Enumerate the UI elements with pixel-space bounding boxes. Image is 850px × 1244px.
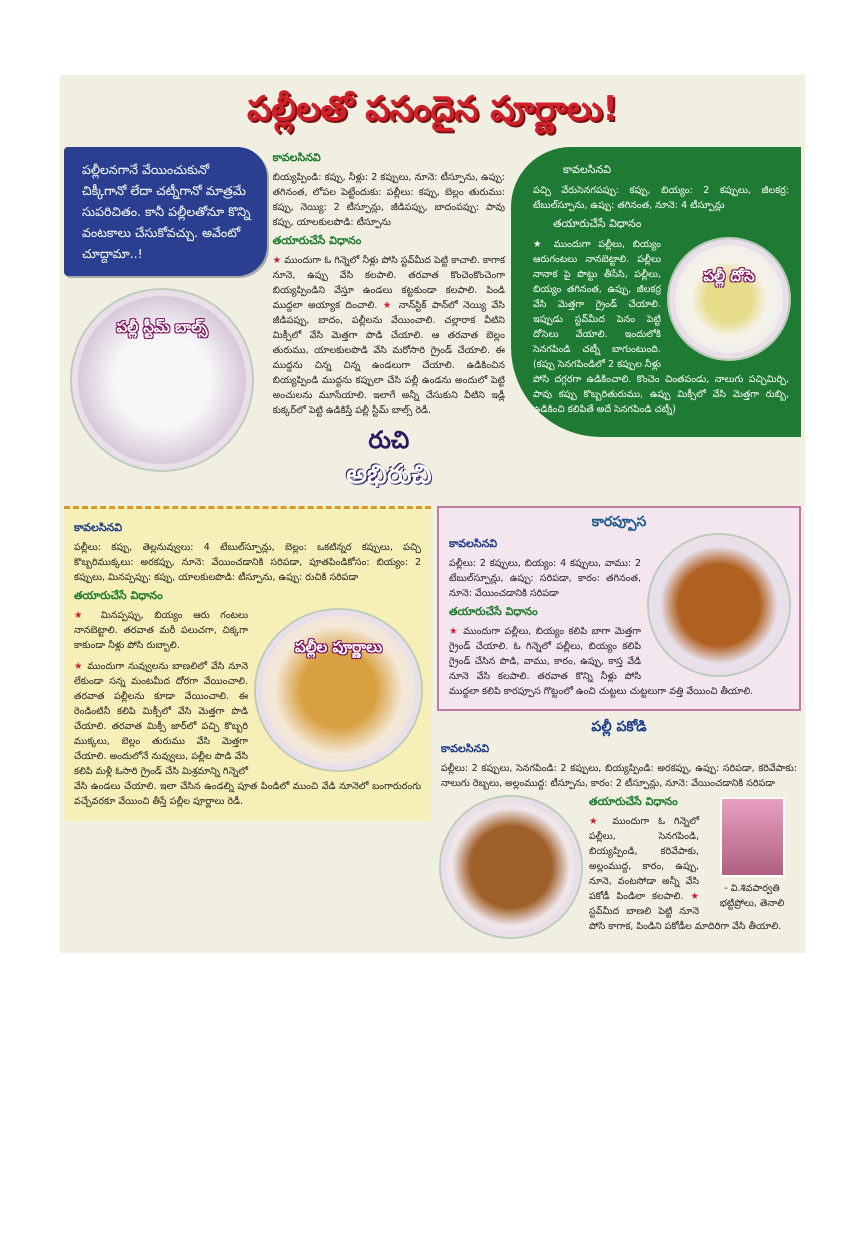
method-heading: తయారుచేసే విధానం — [552, 217, 642, 230]
author-name: - వి.శివపార్వతి — [724, 883, 780, 894]
ruchi-abhiruchi-logo — [273, 426, 505, 496]
purnalu-panel — [64, 506, 431, 821]
author-block — [707, 797, 797, 911]
bottom-row — [60, 506, 805, 947]
logo-line2: అభిరుచి — [346, 460, 432, 490]
method-step: మినప్పప్పు, బియ్యం ఆరు గంటలు నానబెట్టాలి. తరవాత మరీ పలుచగా, చిక్కగా కాకుండా నీళ్లు పోసి రుబ్బాలి. — [74, 610, 249, 651]
star-icon: ★ — [532, 239, 547, 250]
method-step: ముందుగా పల్లీలు, బియ్యం ఆరుగంటలు నానబెట్టాలి. పల్లీలు నానాక పై పొట్టు తీసేసి, పల్లీలు, బియ్యం తగినంత, ఉప్పు, జీలకర్ర వేసి మెత్తగా గ్రైండ్ చేయాలి. ఇప్పుడు స్టవ్‌మీద పెనం పెట్టి దోసెలు వేయాలి. ఇందులోకి సెనగపిండి చట్నీ బాగుంటుంది. (కప్పు సెనగపిండిలో 2 కప్పుల నీళ్లు పోసి దగ్గరగా ఉడికించాలి. కొంచెం చింతపండు, నాలుగు పచ్చిమిర్చి, పావు కప్పు కొబ్బరితురుము, ఉప్పు మిక్సీలో వేసి మెత్తగా రుబ్బి, ఉడికించి కలిపితే అదే సెనగపిండి చట్నీ) — [532, 239, 789, 415]
magazine-page — [60, 75, 805, 953]
karappusa-photo — [649, 535, 789, 675]
ingredients-text: పల్లీలు: 2 కప్పులు, సెనగపిండి: 2 కప్పులు, బియ్యప్పిండి: అరకప్పు, ఉప్పు: సరిపడా, కరివేపాకు: నాలుగు రెబ్బలు, అల్లంముద్ద: టీస్పూను, కారం: 2 టీస్పూన్లు, నూనె: వేయించడానికి సరిపడా — [441, 763, 797, 789]
ingredients-heading: కావలసినవి — [441, 742, 490, 755]
ingredients-text: బియ్యప్పిండి: కప్పు, నీళ్లు: 2 కప్పులు, నూనె: టీస్పూను, ఉప్పు: తగినంత, లోపల పెట్టేందుకు: పల్లీలు: కప్పు, బెల్లం తురుము: కప్పు, నెయ్యి: 2 టీస్పూన్లు, జీడిపప్పు, బాదంపప్పు: పావు కప్పు, యాలకులపొడి: టీస్పూను — [272, 172, 505, 228]
method-step: నాన్‌స్టిక్ పాన్‌లో నెయ్యి వేసి జీడిపప్పు, బాదం, పల్లీలను వేయించాలి. చల్లారాక వీటిని మిక్సీలో వేసి మెత్తగా పొడి చేయాలి. ఆ తరవాత బెల్లం తురుము, యాలకులపొడి వేసి మరోసారి గ్రైండ్ చేయాలి. ఈ ముద్దను చిన్న చిన్న ఉండలుగా చేయాలి. ఉడికించిన బియ్యప్పిండి ముద్దను కప్పులా చేసి పల్లీ ఉండను అందులో పెట్టి అంచులను మూసేయాలి. ఇలాగే అన్నీ చేసుకుని వీటిని ఇడ్లీ కుక్కర్‌లో పెట్టి ఉడికిస్తే పల్లీ స్టీమ్ బాల్స్ రెడీ. — [272, 300, 505, 416]
pakodi-recipe — [437, 711, 801, 947]
star-icon: ★ — [690, 891, 699, 902]
method-step: ముందుగా పల్లీలు, బియ్యం కలిపి బాగా మెత్తగా గ్రైండ్ చేయాలి. ఓ గిన్నెలో పల్లీలు, బియ్యం కలిపి గ్రైండ్ చేసిన పొడి, వాము, కారం, ఉప్పు, కాస్త వేడి నూనె వేసి కలపాలి. తరవాత కొన్ని నీళ్లు పోసి ముద్దలా కలిపి కారప్పూస గొట్టంలో ఉంచి చుట్టలు చుట్టలుగా వత్తి వేయించి తీయాలి. — [449, 626, 754, 697]
star-icon: ★ — [449, 626, 459, 637]
ingredients-text: పల్లీలు: 2 కప్పులు, బియ్యం: 4 కప్పులు, వాము: 2 టేబుల్‌స్పూన్లు, ఉప్పు: సరిపడా, కారం: తగినంత, నూనె: వేయించడానికి సరిపడా — [449, 558, 641, 599]
steam-balls-photo — [72, 290, 252, 470]
right-bottom-column — [437, 506, 801, 947]
method-step: ముందుగా ఓ గిన్నెలో పల్లీలు, సెనగపిండి, బియ్యప్పిండి, కరివేపాకు, అల్లంముద్ద, కారం, ఉప్పు, నూనె, వంటసోడా అన్నీ వేసి పకోడీ పిండిలా కలపాలి. — [589, 816, 699, 902]
star-icon: ★ — [382, 300, 394, 311]
ingredients-heading: కావలసినవి — [449, 537, 498, 550]
method-step: ముందుగా నువ్వులను బాణలిలో వేసి నూనె లేకుండా సన్న మంటమీద దోరగా వేయించాలి. తరవాత పల్లీలను కూడా వేయించాలి. ఈ రెండింటినీ కలిపి మిక్సీలో వేసి మెత్తగా పొడి చేయాలి. తరవాత మిక్సీ జార్‌లో పచ్చి కొబ్బరి ముక్కలు, బెల్లం తురుము వేసి మెత్తగా చేయాలి. అందులోనే నువ్వులు, పల్లీల పొడి వేసి కలిపి మళ్లీ ఓసారి గ్రైండ్ చేసి మిశ్రమాన్ని గిన్నెలో వేసి ఉండలు చేయాలి. ఇలా చేసిన ఉండల్ని పూత పిండిలో ముంచి వేడి నూనెలో బంగారురంగు వచ్చేవరకూ వేయించి తీస్తే పల్లీల పూర్ణాలు రెడీ. — [74, 661, 422, 807]
pakodi-photo — [441, 797, 581, 937]
method-step: స్టవ్‌మీద బాణలి పెట్టి నూనె పోసి కాగాక, పిండిని పకోడీల మాదిరిగా వేసి తీయాలి. — [589, 906, 782, 932]
page-title: పల్లీలతో పసందైన పూర్ణాలు! — [247, 89, 618, 129]
method-heading: తయారుచేసే విధానం — [74, 589, 163, 602]
karappusa-title: కారప్పూస — [591, 514, 647, 530]
ingredients-heading: కావలసినవి — [562, 163, 612, 176]
star-icon: ★ — [74, 610, 91, 621]
dosa-green-panel — [511, 147, 801, 437]
star-icon: ★ — [272, 255, 282, 266]
ingredients-heading: కావలసినవి — [74, 521, 123, 534]
method-heading: తయారుచేసే విధానం — [272, 234, 362, 247]
pakodi-title: పల్లీ పకోడి — [591, 719, 647, 735]
ingredients-text: పచ్చి వేరుసెనగపప్పు: కప్పు, బియ్యం: 2 కప్పులు, జీలకర్ర: టేబుల్‌స్పూను, ఉప్పు: తగినంత, నూనె: 4 టీస్పూన్లు — [532, 185, 789, 211]
method-heading: తయారుచేసే విధానం — [449, 605, 538, 618]
method-step: ముందుగా ఓ గిన్నెలో నీళ్లు పోసి స్టవ్‌మీద పెట్టి కాచాలి. కాగాక నూనె, ఉప్పు వేసి కలపాలి. తరవాత కొంచెంకొంచెంగా బియ్యప్పిండిని వేస్తూ ఉండలు కట్టకుండా కలపాలి. పిండి ముద్దలా అయ్యాక దించాలి. — [272, 255, 505, 311]
intro-box: పల్లీలనగానే వేయించుకునో చిక్కీగానో లేదా చట్నీగానో మాత్రమే సుపరిచితం. కానీ పల్లీలతోనూ కొన్ని వంటకాలు చేసుకోవచ్చు. అవేంటో చూద్దామా..! — [64, 147, 267, 276]
dosa-label: పల్లీ దోసె — [703, 267, 755, 285]
karappusa-panel — [437, 506, 801, 711]
steam-balls-recipe — [273, 147, 505, 496]
author-place: భట్టిప్రోలు, తెనాలి — [719, 898, 785, 909]
left-column — [64, 147, 267, 470]
author-photo — [720, 797, 785, 877]
purnalu-photo — [256, 610, 421, 770]
logo-line1: రుచి — [368, 426, 410, 454]
star-icon: ★ — [589, 816, 604, 827]
steam-balls-label: పల్లీ స్టీమ్ బాల్స్ — [116, 318, 208, 336]
purnalu-label: పల్లీల పూర్ణాలు — [295, 638, 383, 656]
ingredients-text: పల్లీలు: కప్పు, తెల్లనువ్వులు: 4 టేబుల్‌స్పూన్లు, బెల్లం: ఒకటిన్నర కప్పులు, పచ్చి కొబ్బరిముక్కలు: అరకప్పు, నూనె: వేయించడానికి సరిపడా, పూతపిండికోసం: బియ్యం: 2 కప్పులు, మినప్పప్పు: కప్పు, యాలకులపొడి: టీస్పూను, ఉప్పు: రుచికి సరిపడా — [74, 542, 422, 583]
method-heading: తయారుచేసే విధానం — [589, 795, 678, 808]
star-icon: ★ — [74, 661, 84, 672]
dosa-photo — [669, 239, 789, 359]
ingredients-heading: కావలసినవి — [272, 151, 321, 164]
top-row — [60, 147, 805, 496]
